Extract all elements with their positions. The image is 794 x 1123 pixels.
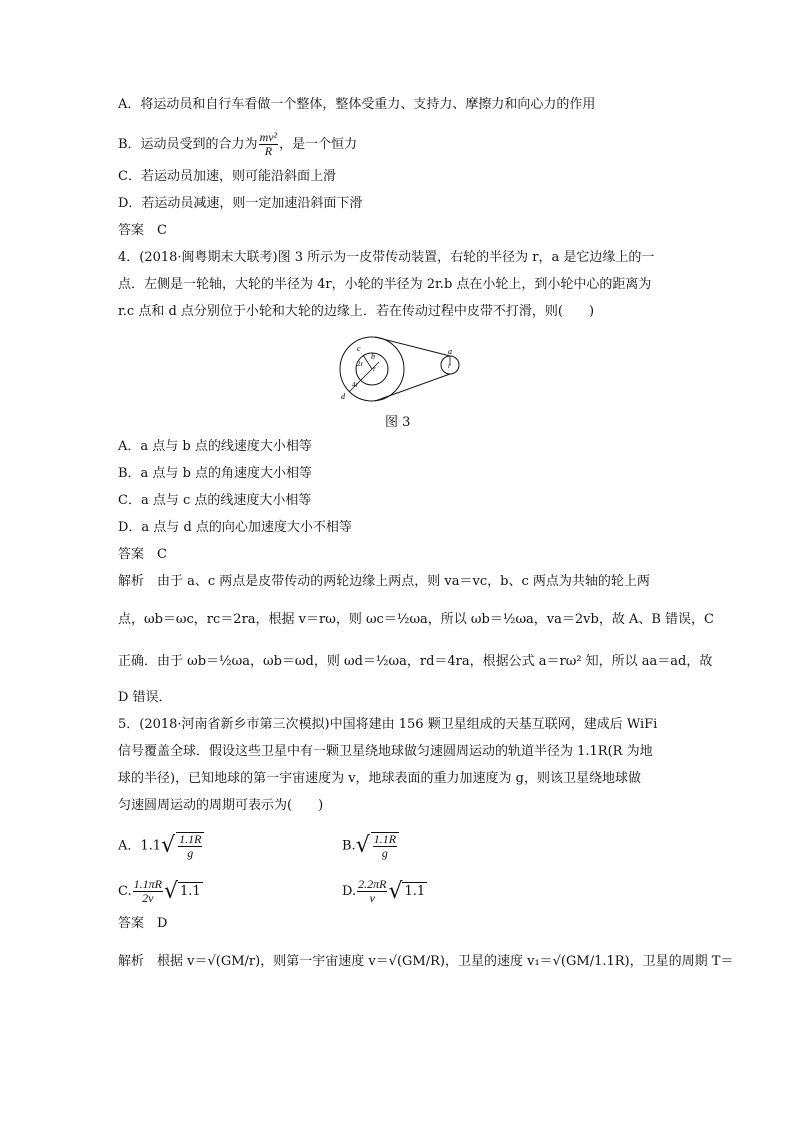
q5-analysis: 解析 根据 v＝√(GM/r)，则第一宇宙速度 v＝√(GM/R)，卫星的速度 v₁＝√(GM/1.1R)，卫星的周期 T＝ bbox=[118, 954, 734, 969]
fraction-numerator: 1.1R bbox=[373, 832, 397, 846]
fraction-numerator: mv² bbox=[259, 130, 278, 144]
q4-answer: 答案 C bbox=[118, 547, 167, 562]
label-r-left: r bbox=[373, 365, 376, 373]
q4-analysis-line-2: 点，ωb＝ωc，rc＝2ra，根据 v＝rω，则 ωc＝½ωa，所以 ωb＝½ωa，va＝2vb，故 A、B 错误，C bbox=[118, 612, 714, 627]
q5-option-a-label: A．1.1 bbox=[118, 838, 162, 854]
q4-stem-line-1: 4．(2018·闽粤期末大联考)图 3 所示为一皮带传动装置，右轮的半径为 r，a 是它边缘上的一 bbox=[118, 250, 655, 265]
q5-option-d-fraction bbox=[357, 878, 387, 905]
q5-stem-line-3: 球的半径)，已知地球的第一宇宙速度为 v，地球表面的重力加速度为 g，则该卫星绕地球做 bbox=[118, 771, 642, 786]
q5-option-c-fraction bbox=[133, 878, 163, 905]
sqrt-body bbox=[176, 832, 204, 860]
label-a: a bbox=[448, 347, 452, 356]
sqrt-sign: √ $\frac{1.1R}{g}$ bbox=[161, 832, 205, 860]
q3-option-c: C．若运动员加速，则可能沿斜面上滑 bbox=[118, 169, 336, 184]
q3-option-b-fraction bbox=[259, 131, 279, 158]
fraction-numerator: 1.1R bbox=[179, 832, 202, 846]
q5-option-a bbox=[118, 832, 205, 860]
q3-option-b bbox=[118, 131, 357, 158]
label-2r: 2r bbox=[357, 360, 363, 368]
label-d: d bbox=[341, 392, 345, 401]
fraction-numerator: 1.1πR bbox=[133, 877, 162, 891]
q4-stem-line-3: r.c 点和 d 点分别位于小轮和大轮的边缘上．若在传动过程中皮带不打滑，则( ) bbox=[118, 304, 595, 319]
figure-caption: 图 3 bbox=[385, 415, 411, 430]
q4-analysis-line-3: 正确．由于 ωb＝½ωa，ωb＝ωd，则 ωd＝½ωa，rd＝4ra，根据公式 a＝rω² 知，所以 aa＝ad，故 bbox=[118, 654, 713, 669]
sqrt-body: 1.1 bbox=[180, 884, 201, 899]
q4-option-d: D．a 点与 d 点的向心加速度大小不相等 bbox=[118, 520, 352, 535]
q4-option-a: A．a 点与 b 点的线速度大小相等 bbox=[118, 439, 312, 454]
sqrt-body bbox=[371, 832, 399, 860]
fraction-denominator: R bbox=[264, 144, 273, 158]
q4-analysis-line-4: D 错误． bbox=[118, 690, 172, 705]
label-4r: 4r bbox=[352, 381, 358, 389]
sqrt-sign: √ $\frac{1.1R}{g}$ bbox=[356, 832, 400, 860]
q5-option-b bbox=[342, 832, 400, 860]
fraction-denominator: v bbox=[369, 891, 375, 905]
q4-analysis-line-1: 解析 由于 a、c 两点是皮带传动的两轮边缘上两点，则 va＝vc，b、c 两点为共轴的轮上两 bbox=[118, 574, 650, 589]
q5-stem-line-1: 5．(2018·河南省新乡市第三次模拟)中国将建由 156 颗卫星组成的天基互联网，建成后 WiFi bbox=[118, 717, 658, 732]
belt-drive-figure bbox=[335, 335, 465, 403]
sqrt-body: 1.1 bbox=[404, 884, 426, 899]
q4-option-c: C．a 点与 c 点的线速度大小相等 bbox=[118, 493, 312, 508]
q5-option-b-label: B. bbox=[342, 838, 356, 854]
belt-bottom bbox=[375, 374, 450, 401]
q3-option-d: D．若运动员减速，则一定加速沿斜面下滑 bbox=[118, 196, 363, 211]
label-c: c bbox=[357, 344, 361, 353]
q3-answer: 答案 C bbox=[118, 223, 167, 238]
label-r-right: r bbox=[448, 362, 451, 370]
belt-top bbox=[375, 337, 450, 356]
fraction-numerator: 2.2πR bbox=[358, 877, 387, 891]
fraction-denominator: 2v bbox=[142, 891, 154, 905]
q5-option-d bbox=[342, 878, 427, 905]
fraction-denominator: g bbox=[381, 846, 388, 860]
q3-option-b-suffix: ，是一个恒力 bbox=[279, 137, 358, 152]
q5-option-c bbox=[118, 878, 203, 905]
label-b: b bbox=[371, 352, 375, 361]
sqrt-sign: √ 1.1 bbox=[388, 878, 426, 904]
q5-option-d-label: D. bbox=[342, 884, 357, 899]
q5-option-c-label: C. bbox=[118, 884, 132, 899]
q4-stem-line-2: 点．左侧是一轮轴，大轮的半径为 4r，小轮的半径为 2r.b 点在小轮上，到小轮中心的距离为 bbox=[118, 277, 652, 292]
q5-stem-line-4: 匀速圆周运动的周期可表示为( ) bbox=[118, 798, 324, 813]
q3-option-a: A．将运动员和自行车看做一个整体，整体受重力、支持力、摩擦力和向心力的作用 bbox=[118, 97, 596, 112]
sqrt-sign: √ 1.1 bbox=[163, 878, 201, 904]
q5-answer: 答案 D bbox=[118, 916, 168, 931]
q5-stem-line-2: 信号覆盖全球．假设这些卫星中有一颗卫星绕地球做匀速圆周运动的轨道半径为 1.1R(R 为地 bbox=[118, 744, 653, 759]
fraction-denominator: g bbox=[187, 846, 194, 860]
q4-option-b: B．a 点与 b 点的角速度大小相等 bbox=[118, 466, 313, 481]
q3-option-b-prefix: B．运动员受到的合力为 bbox=[118, 137, 258, 152]
